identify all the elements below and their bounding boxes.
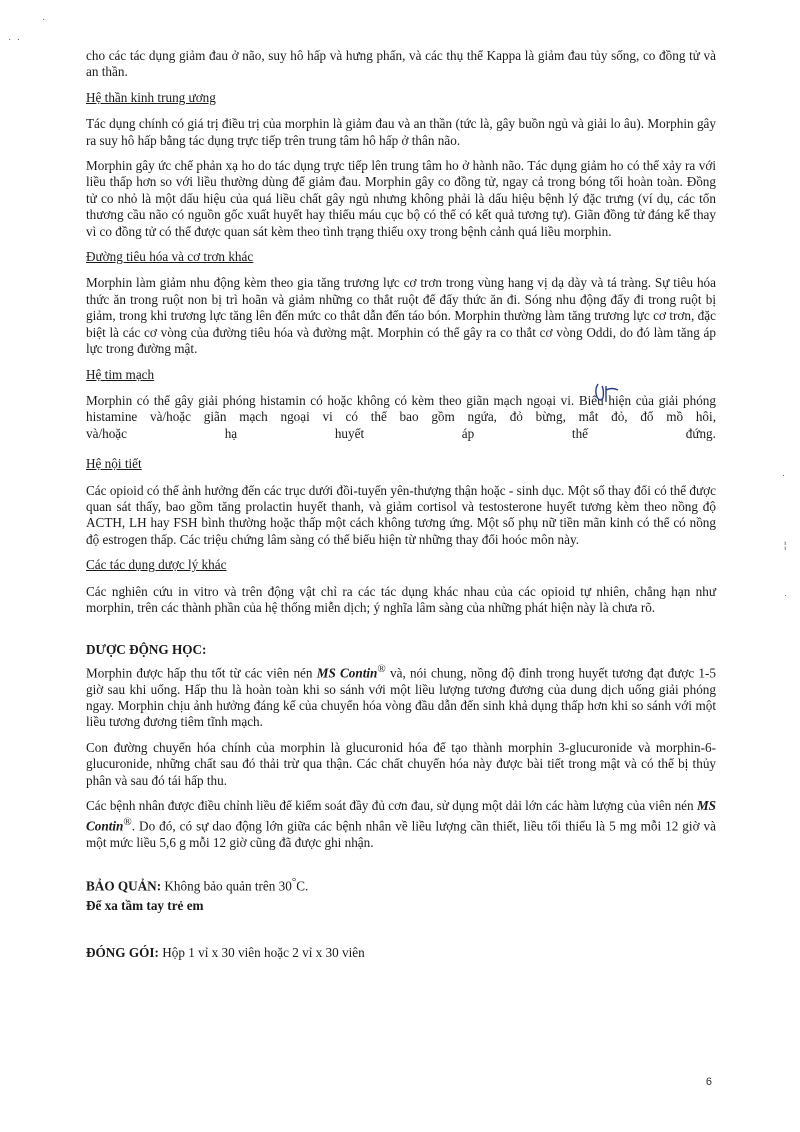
storage-label: BẢO QUẢN: <box>86 878 162 894</box>
scan-speck-icon: · <box>42 14 46 25</box>
cardio-last-line <box>86 426 716 442</box>
pk-paragraph-3 <box>86 798 716 852</box>
endocrine-paragraph-1: Các opioid có thể ảnh hưởng đến các trục dưới đồi-tuyến yên-thượng thận hoặc - sinh dục. Một số thay đổi có thể được quan sát thấy, bao gồm tăng prolactin huyết thanh, và giảm cortisol và testosterone huyết tương kèm theo nồng độ ACTH, LH hay FSH bình thường hoặc thấp một cách không tương ứng. Một số phụ nữ tiền mãn kinh có thể có nồng độ estrogen thấp. Các triệu chứng lâm sàng có thể biểu hiện từ những thay đổi hoóc môn này. <box>86 482 716 547</box>
storage-line <box>86 874 716 895</box>
heading-endocrine: Hệ nội tiết <box>86 456 142 472</box>
word: thế <box>571 425 589 441</box>
heading-other: Các tác dụng dược lý khác <box>86 557 227 573</box>
packing-label: ĐÓNG GÓI: <box>86 944 159 960</box>
heading-cardio: Hệ tim mạch <box>86 366 155 382</box>
product-name: MS Contin <box>316 665 378 681</box>
page-number: 6 <box>705 1076 712 1088</box>
cns-paragraph-2: Morphin gây ức chế phản xạ ho do tác dụng trực tiếp lên trung tâm ho ở hành não. Tác dụng giảm ho có thể xảy ra với liều thấp hơn so với liều thường dùng để giảm đau. Morphin gây co đồng tử, ngay cả trong bóng tối hoàn toàn. Đồng tử co nhỏ là một dấu hiệu của quá liều chất gây ngủ nhưng không phải là dấu hiệu bệnh lý đặc trưng (ví dụ, các tổn thương cầu não có nguồn gốc xuất huyết hay thiếu máu cục bộ có thể có kết quả tương tự). Giãn đồng tử đáng kể thay vì co đồng tử có thể được quan sát kèm theo tình trạng thiếu oxy trong bệnh cảnh quá liều morphin. <box>86 158 716 239</box>
storage-text: Không bảo quản trên 30 <box>161 878 292 894</box>
storage-unit: C. <box>296 878 309 894</box>
cns-paragraph-1: Tác dụng chính có giá trị điều trị của morphin là giảm đau và an thần (tức là, gây buồn ngủ và giải lo âu). Morphin gây ra suy hô hấp bằng tác dụng trực tiếp trên trung tâm hô hấp ở thân não. <box>86 116 716 148</box>
pk-paragraph-1 <box>86 661 716 731</box>
scan-speck-icon: · · <box>8 34 21 45</box>
pk-paragraph-2: Con đường chuyển hóa chính của morphin là glucuronid hóa để tạo thành morphin 3-glucuronide và morphin-6-glucuronide, những chất sau đó thải trừ qua thận. Các chất chuyển hóa này được bài tiết trong mật và có thể bị thủy phân và sau đó tái hấp thu. <box>86 739 716 788</box>
scan-speck-icon: ¦ <box>784 540 787 550</box>
scan-speck-icon: · <box>782 470 785 480</box>
word: huyết <box>334 425 365 441</box>
word: áp <box>461 425 475 441</box>
scan-speck-icon: · <box>784 590 787 600</box>
heading-cns: Hệ thần kinh trung ương <box>86 89 216 105</box>
registered-mark: ® <box>377 662 386 675</box>
keep-away-warning: Để xa tầm tay trẻ em <box>86 898 204 914</box>
heading-gi: Đường tiêu hóa và cơ trơn khác <box>86 249 254 265</box>
packing-line <box>86 945 716 961</box>
other-paragraph-1: Các nghiên cứu in vitro và trên động vật chỉ ra các tác dụng khác nhau của các opioid tự nhiên, chẳng hạn như morphin, trên các thành phần của hệ thống miễn dịch; ý nghĩa lâm sàng của những phát hiện này là chưa rõ. <box>86 583 716 615</box>
word: và/hoặc <box>86 425 128 441</box>
pharmacokinetics-title: DƯỢC ĐỘNG HỌC: <box>86 642 207 658</box>
packing-text: Hộp 1 vỉ x 30 viên hoặc 2 vỉ x 30 viên <box>158 944 365 960</box>
word: đứng. <box>685 425 716 441</box>
registered-mark: ® <box>123 816 132 829</box>
degree-mark: ° <box>291 875 297 888</box>
cardio-paragraph-1: Morphin có thể gây giải phóng histamin có hoặc không có kèm theo giãn mạch ngoại vi. Biểu hiện của giải phóng histamine và/hoặc giãn mạch ngoại vi có thể bao gồm ngứa, đỏ bừng, mắt đỏ, đổ mồ hôi, <box>86 392 716 425</box>
intro-paragraph: cho các tác dụng giảm đau ở não, suy hô hấp và hưng phấn, và các thụ thể Kappa là giảm đau tủy sống, co đồng tử và an thần. <box>86 48 716 80</box>
text-run: và, nói chung, nồng độ đỉnh trong huyết tương đạt được 1-5 giờ sau khi uống. Hấp thu là hoàn toàn khi so sánh với một liều lượng tương đương của dung dịch uống giải phóng ngay. Morphin chịu ảnh hưởng đáng kể của chuyển hóa vòng đầu dẫn đến sinh khả dụng thấp hơn khi so sánh với một liều tương đương tiêm tĩnh mạch. <box>86 665 717 730</box>
handwritten-mark-icon <box>592 380 622 410</box>
text-run: Các bệnh nhân được điều chỉnh liều để kiểm soát đầy đủ cơn đau, sử dụng một dải lớn các hàm lượng của viên nén <box>86 798 697 814</box>
text-run: Morphin được hấp thu tốt từ các viên nén <box>86 665 317 681</box>
document-body <box>86 48 716 961</box>
word: hạ <box>224 425 238 441</box>
text-run: . Do đó, có sự dao động lớn giữa các bệnh nhân về liều lượng cần thiết, liều tối thiểu là 5 mg mỗi 12 giờ và một mức liều 5,6 g mỗi 12 giờ cũng đã được ghi nhận. <box>86 818 716 851</box>
product-name: MS Contin <box>86 798 716 834</box>
gi-paragraph-1: Morphin làm giảm nhu động kèm theo gia tăng trương lực cơ trơn trong vùng hang vị dạ dày và tá tràng. Sự tiêu hóa thức ăn trong ruột non bị trì hoãn và giảm những co thắt ruột để đẩy thức ăn đi. Sóng nhu động đẩy đi trong ruột bị giảm, trong khi trương lực tăng lên đến mức co thắt dẫn đến táo bón. Morphin thường làm tăng trương lực cơ trơn, đặc biệt là các cơ vòng của đường tiêu hóa và đường mật. Morphin có thể gây ra co thắt cơ vòng Oddi, do đó làm tăng áp lực trong đường mật. <box>86 275 716 357</box>
